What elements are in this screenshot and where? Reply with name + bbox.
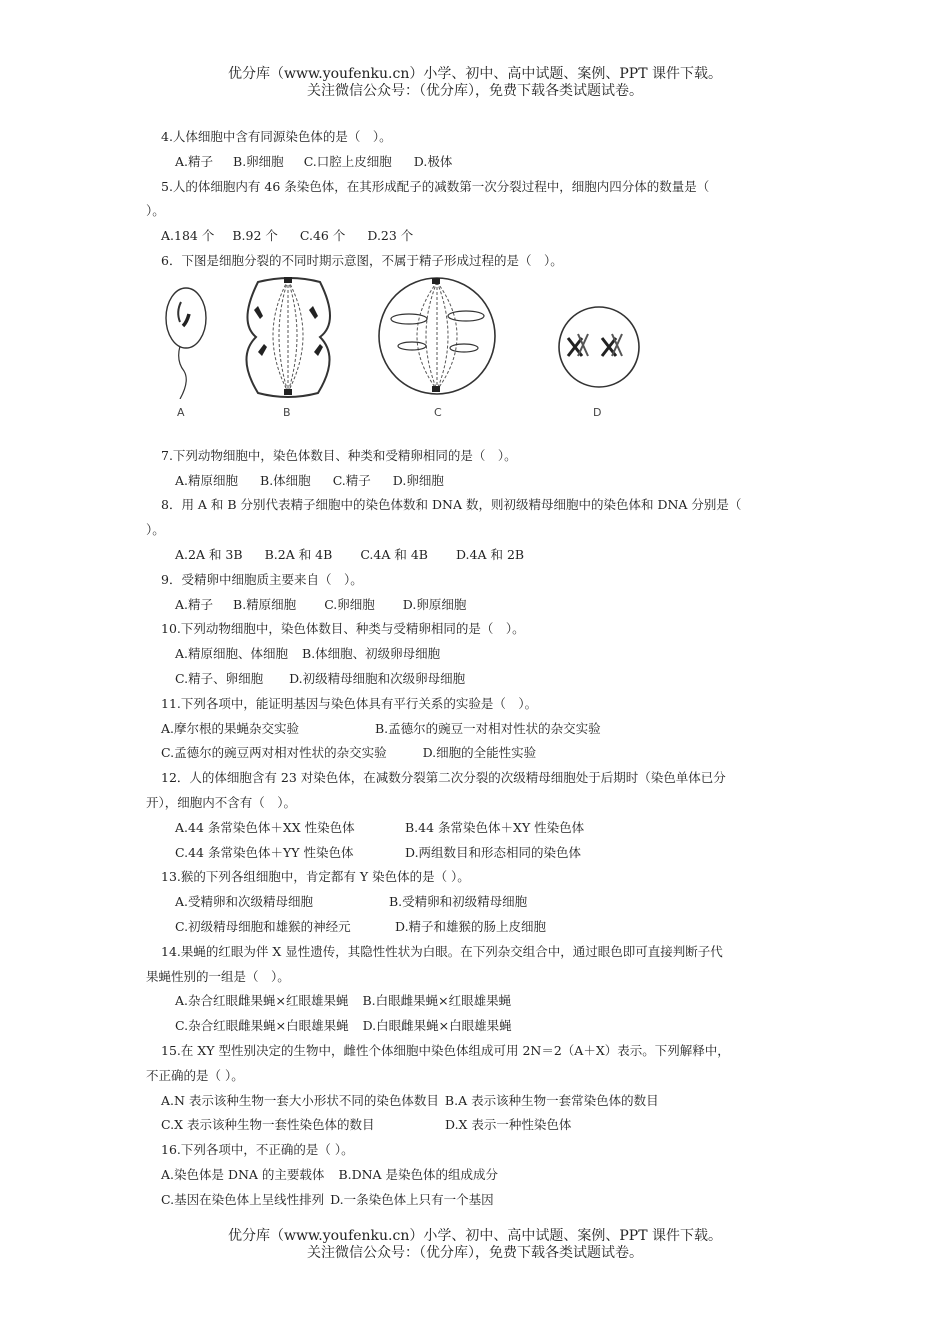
q7-option-c: C.精子 [332, 472, 371, 488]
page-footer [0, 1228, 950, 1262]
q4-option-a: A.精子 [175, 153, 214, 169]
q16-stem: 16.下列各项中，不正确的是（ ）。 [161, 1142, 354, 1158]
q10-options-row-1 [146, 642, 810, 667]
q4-stem: 4.人体细胞中含有同源染色体的是（ ）。 [161, 129, 392, 144]
q16-options-row-1 [146, 1163, 810, 1188]
q7-option-d: D.卵细胞 [392, 472, 444, 488]
q8-stem-1: 8．用 A 和 B 分别代表精子细胞中的染色体数和 DNA 数，则初级精母细胞中的染色体和 DNA 分别是（ [161, 497, 742, 513]
q15-stem-2: 不正确的是（ ）。 [146, 1067, 244, 1083]
q14-options-row-2 [146, 1014, 810, 1039]
q11-option-d: D.细胞的全能性实验 [422, 745, 537, 761]
q14-option-c: C.杂合红眼雌果蝇×白眼雄果蝇 [175, 1018, 349, 1034]
q4-option-b: B.卵细胞 [233, 153, 284, 169]
q14-option-a: A.杂合红眼雌果蝇×红眼雄果蝇 [175, 993, 349, 1009]
q15-option-c: C.X 表示该种生物一套性染色体的数目 [161, 1117, 375, 1133]
q5-option-a: A.184 个 [161, 228, 215, 244]
q8-option-d: D.4A 和 2B [455, 546, 525, 562]
q5-option-d: D.23 个 [367, 228, 414, 244]
q13-options-row-1 [146, 890, 810, 915]
label-b: B [283, 405, 291, 419]
q11-stem: 11.下列各项中，能证明基因与染色体具有平行关系的实验是（ ）。 [161, 695, 538, 711]
q8-option-c: C.4A 和 4B [360, 546, 428, 562]
q13-option-a: A.受精卵和次级精母细胞 [175, 894, 314, 910]
q5-options [146, 224, 810, 249]
q14-stem-2: 果蝇性别的一组是（ ）。 [146, 968, 290, 984]
q14-options-row-1 [146, 989, 810, 1014]
label-a: A [177, 405, 185, 419]
q11-options-row-1 [146, 717, 810, 742]
q4-options [146, 150, 810, 175]
q13-option-b: B.受精卵和初级精母细胞 [389, 894, 528, 910]
q10-option-d: D.初级精母细胞和次级卵母细胞 [289, 670, 466, 686]
q9-stem: 9．受精卵中细胞质主要来自（ ）。 [161, 571, 363, 587]
footer-line-1: 优分库（www.youfenku.cn）小学、初中、高中试题、案例、PPT 课件下载。 [227, 1228, 722, 1244]
q12-option-b: B.44 条常染色体＋XY 性染色体 [405, 819, 585, 835]
q11-option-b: B.孟德尔的豌豆一对相对性状的杂交实验 [375, 720, 601, 736]
header-line-1: 优分库（www.youfenku.cn）小学、初中、高中试题、案例、PPT 课件下载。 [227, 66, 722, 82]
q10-option-c: C.精子、卵细胞 [175, 670, 264, 686]
q7-option-a: A.精原细胞 [175, 472, 239, 488]
q16-option-b: B.DNA 是染色体的组成成分 [338, 1166, 499, 1182]
q15-options-row-1 [146, 1089, 810, 1114]
q5-stem-1: 5.人的体细胞内有 46 条染色体，在其形成配子的减数第一次分裂过程中，细胞内四分体的数量是（ [161, 178, 710, 194]
q14-stem-1: 14.果蝇的红眼为伴 X 显性遗传，其隐性性状为白眼。在下列杂交组合中，通过眼色即可直接判断子代 [161, 943, 723, 959]
q11-option-c: C.孟德尔的豌豆两对相对性状的杂交实验 [161, 745, 387, 761]
footer-line-2: 关注微信公众号：（优分库），免费下载各类试题试卷。 [307, 1245, 643, 1261]
q16-option-a: A.染色体是 DNA 的主要载体 [161, 1166, 325, 1182]
q11-options-row-2 [146, 741, 810, 766]
q15-option-d: D.X 表示一种性染色体 [445, 1117, 572, 1133]
q16-option-d: D.一条染色体上只有一个基因 [330, 1191, 494, 1207]
q8-option-b: B.2A 和 4B [264, 546, 333, 562]
q16-options-row-2 [146, 1188, 810, 1213]
q9-option-d: D.卵原细胞 [402, 596, 467, 612]
q7-option-b: B.体细胞 [260, 472, 311, 488]
q12-stem-2: 开），细胞内不含有（ ）。 [146, 794, 297, 810]
q8-option-a: A.2A 和 3B [175, 546, 243, 562]
q9-option-a: A.精子 [175, 596, 214, 612]
q10-options-row-2 [146, 667, 810, 692]
cell-c-diagram [374, 274, 504, 399]
q9-options [146, 593, 810, 618]
header-line-2: 关注微信公众号：（优分库），免费下载各类试题试卷。 [307, 83, 643, 99]
q13-option-d: D.精子和雄猴的肠上皮细胞 [395, 918, 547, 934]
q13-option-c: C.初级精母细胞和雄猴的神经元 [175, 918, 351, 934]
q15-stem-1: 15.在 XY 型性别决定的生物中，雌性个体细胞中染色体组成可用 2N＝2（A＋X）表示。下列解释中， [161, 1042, 730, 1058]
q8-options [146, 543, 810, 568]
label-d: D [593, 405, 602, 419]
q5-option-b: B.92 个 [232, 228, 278, 244]
q14-option-b: B.白眼雌果蝇×红眼雄果蝇 [362, 993, 512, 1009]
q12-option-c: C.44 条常染色体＋YY 性染色体 [175, 844, 354, 860]
label-c: C [434, 405, 442, 419]
q15-option-b: B.A 表示该种生物一套常染色体的数目 [444, 1092, 659, 1108]
q15-options-row-2 [146, 1113, 810, 1138]
q11-option-a: A.摩尔根的果蝇杂交实验 [161, 720, 300, 736]
q6-figure [146, 274, 810, 444]
page-header [0, 66, 950, 100]
q6-stem: 6．下图是细胞分裂的不同时期示意图，不属于精子形成过程的是（ ）。 [161, 252, 563, 268]
q12-option-d: D.两组数目和形态相同的染色体 [405, 844, 582, 860]
q9-option-c: C.卵细胞 [324, 596, 375, 612]
question-list [146, 125, 810, 1212]
cell-d-diagram [554, 302, 644, 392]
q9-option-b: B.精原细胞 [233, 596, 297, 612]
q7-stem: 7.下列动物细胞中，染色体数目、种类和受精卵相同的是（ ）。 [161, 447, 517, 463]
q16-option-c: C.基因在染色体上呈线性排列 [161, 1191, 325, 1207]
q4-option-d: D.极体 [413, 153, 453, 169]
q13-stem: 13.猴的下列各组细胞中，肯定都有 Y 染色体的是（ ）。 [161, 869, 470, 885]
q7-options [146, 469, 810, 494]
q4-option-c: C.口腔上皮细胞 [303, 153, 392, 169]
q12-option-a: A.44 条常染色体＋XX 性染色体 [175, 819, 355, 835]
q10-stem: 10.下列动物细胞中，染色体数目、种类与受精卵相同的是（ ）。 [161, 621, 525, 637]
q15-option-a: A.N 表示该种生物一套大小形状不同的染色体数目 [161, 1092, 439, 1108]
q5-option-c: C.46 个 [299, 228, 346, 244]
q12-stem-1: 12．人的体细胞含有 23 对染色体，在减数分裂第二次分裂的次级精母细胞处于后期时（染色单体已分 [161, 770, 726, 786]
q10-option-a: A.精原细胞、体细胞 [175, 646, 289, 662]
q12-options-row-1 [146, 816, 810, 841]
q5-stem-2: ）。 [146, 203, 165, 219]
q12-options-row-2 [146, 841, 810, 866]
cell-b-diagram [238, 274, 338, 399]
q13-options-row-2 [146, 915, 810, 940]
q10-option-b: B.体细胞、初级卵母细胞 [302, 646, 441, 662]
q14-option-d: D.白眼雌果蝇×白眼雄果蝇 [362, 1018, 512, 1034]
cell-a-diagram [156, 284, 216, 399]
q8-stem-2: ）。 [146, 522, 165, 538]
